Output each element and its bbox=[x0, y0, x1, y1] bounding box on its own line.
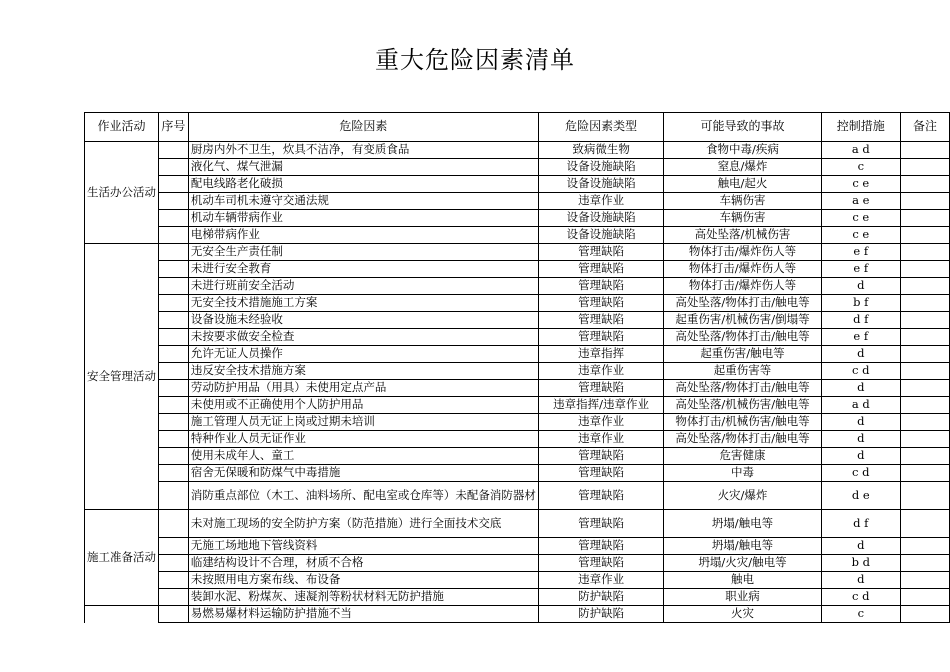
type-cell: 管理缺陷 bbox=[538, 244, 663, 261]
accident-cell: 车辆伤害 bbox=[664, 193, 821, 210]
seq-cell bbox=[159, 329, 189, 346]
remark-cell bbox=[900, 363, 949, 380]
remark-cell bbox=[900, 329, 949, 346]
type-cell: 管理缺陷 bbox=[538, 312, 663, 329]
accident-cell: 起重伤害/触电等 bbox=[664, 346, 821, 363]
seq-cell bbox=[159, 244, 189, 261]
type-cell: 防护缺陷 bbox=[538, 606, 663, 623]
seq-cell bbox=[159, 482, 189, 510]
seq-cell bbox=[159, 589, 189, 606]
remark-cell bbox=[900, 159, 949, 176]
activity-label: 施工准备活动 bbox=[87, 549, 156, 564]
header-control: 控制措施 bbox=[821, 113, 900, 142]
control-cell: e f bbox=[821, 261, 900, 278]
table-row bbox=[85, 142, 950, 159]
table-row bbox=[85, 482, 950, 510]
remark-cell bbox=[900, 397, 949, 414]
table-row bbox=[85, 414, 950, 431]
accident-cell: 高处坠落/物体打击/触电等 bbox=[664, 380, 821, 397]
remark-cell bbox=[900, 227, 949, 244]
table-row bbox=[85, 431, 950, 448]
table-row bbox=[85, 193, 950, 210]
table-row bbox=[85, 295, 950, 312]
control-cell: d bbox=[821, 448, 900, 465]
accident-cell: 高处坠落/物体打击/触电等 bbox=[664, 295, 821, 312]
type-cell: 管理缺陷 bbox=[538, 465, 663, 482]
accident-cell: 窒息/爆炸 bbox=[664, 159, 821, 176]
remark-cell bbox=[900, 193, 949, 210]
seq-cell bbox=[159, 278, 189, 295]
header-seq: 序号 bbox=[159, 113, 189, 142]
accident-cell: 物体打击/机械伤害/触电等 bbox=[664, 414, 821, 431]
table-row bbox=[85, 555, 950, 572]
control-cell: d f bbox=[821, 312, 900, 329]
type-cell: 管理缺陷 bbox=[538, 261, 663, 278]
accident-cell: 触电 bbox=[664, 572, 821, 589]
accident-cell: 危害健康 bbox=[664, 448, 821, 465]
activity-label: 安全管理活动 bbox=[87, 368, 156, 383]
hazard-cell: 违反安全技术措施方案 bbox=[188, 363, 538, 380]
remark-cell bbox=[900, 312, 949, 329]
header-remark: 备注 bbox=[900, 113, 949, 142]
table-row bbox=[85, 159, 950, 176]
table-header-row bbox=[85, 113, 950, 142]
type-cell: 防护缺陷 bbox=[538, 589, 663, 606]
hazard-cell: 液化气、煤气泄漏 bbox=[188, 159, 538, 176]
type-cell: 管理缺陷 bbox=[538, 538, 663, 555]
accident-cell: 坍塌/触电等 bbox=[664, 510, 821, 538]
accident-cell: 食物中毒/疾病 bbox=[664, 142, 821, 159]
control-cell: d bbox=[821, 572, 900, 589]
activity-cell bbox=[85, 142, 159, 244]
seq-cell bbox=[159, 414, 189, 431]
remark-cell bbox=[900, 380, 949, 397]
hazard-cell: 设备设施未经验收 bbox=[188, 312, 538, 329]
table-row bbox=[85, 510, 950, 538]
accident-cell: 坍塌/火灾/触电等 bbox=[664, 555, 821, 572]
table-row bbox=[85, 589, 950, 606]
seq-cell bbox=[159, 448, 189, 465]
control-cell: c bbox=[821, 159, 900, 176]
seq-cell bbox=[159, 193, 189, 210]
hazard-cell: 无安全技术措施施工方案 bbox=[188, 295, 538, 312]
type-cell: 设备设施缺陷 bbox=[538, 210, 663, 227]
control-cell: d bbox=[821, 414, 900, 431]
hazard-cell: 宿舍无保暖和防煤气中毒措施 bbox=[188, 465, 538, 482]
hazard-cell: 未进行安全教育 bbox=[188, 261, 538, 278]
hazard-cell: 未按照用电方案布线、布设备 bbox=[188, 572, 538, 589]
control-cell: d f bbox=[821, 510, 900, 538]
activity-cell bbox=[85, 510, 159, 606]
remark-cell bbox=[900, 572, 949, 589]
remark-cell bbox=[900, 346, 949, 363]
remark-cell bbox=[900, 538, 949, 555]
control-cell: c d bbox=[821, 465, 900, 482]
seq-cell bbox=[159, 210, 189, 227]
hazard-cell: 未按要求做安全检查 bbox=[188, 329, 538, 346]
control-cell: e f bbox=[821, 329, 900, 346]
remark-cell bbox=[900, 465, 949, 482]
remark-cell bbox=[900, 142, 949, 159]
accident-cell: 起重伤害/机械伤害/倒塌等 bbox=[664, 312, 821, 329]
type-cell: 设备设施缺陷 bbox=[538, 227, 663, 244]
accident-cell: 车辆伤害 bbox=[664, 210, 821, 227]
table-row bbox=[85, 329, 950, 346]
hazard-cell: 未对施工现场的安全防护方案（防范措施）进行全面技术交底 bbox=[188, 510, 538, 538]
activity-cell bbox=[85, 244, 159, 510]
seq-cell bbox=[159, 572, 189, 589]
seq-cell bbox=[159, 465, 189, 482]
header-hazard: 危险因素 bbox=[188, 113, 538, 142]
accident-cell: 高处坠落/物体打击/触电等 bbox=[664, 329, 821, 346]
control-cell: d bbox=[821, 380, 900, 397]
control-cell: e f bbox=[821, 244, 900, 261]
type-cell: 设备设施缺陷 bbox=[538, 159, 663, 176]
hazard-cell: 使用未成年人、童工 bbox=[188, 448, 538, 465]
seq-cell bbox=[159, 606, 189, 623]
remark-cell bbox=[900, 510, 949, 538]
control-cell: c e bbox=[821, 210, 900, 227]
control-cell: d e bbox=[821, 482, 900, 510]
hazard-cell: 电梯带病作业 bbox=[188, 227, 538, 244]
table-row bbox=[85, 261, 950, 278]
accident-cell: 职业病 bbox=[664, 589, 821, 606]
type-cell: 违章作业 bbox=[538, 431, 663, 448]
table-row bbox=[85, 606, 950, 623]
hazard-cell: 机动车司机未遵守交通法规 bbox=[188, 193, 538, 210]
remark-cell bbox=[900, 555, 949, 572]
type-cell: 设备设施缺陷 bbox=[538, 176, 663, 193]
control-cell: c e bbox=[821, 227, 900, 244]
seq-cell bbox=[159, 538, 189, 555]
remark-cell bbox=[900, 431, 949, 448]
type-cell: 管理缺陷 bbox=[538, 329, 663, 346]
seq-cell bbox=[159, 431, 189, 448]
hazard-cell: 临建结构设计不合理，材质不合格 bbox=[188, 555, 538, 572]
control-cell: a d bbox=[821, 142, 900, 159]
accident-cell: 高处坠落/物体打击/触电等 bbox=[664, 431, 821, 448]
table-row bbox=[85, 346, 950, 363]
type-cell: 违章作业 bbox=[538, 414, 663, 431]
header-activity: 作业活动 bbox=[85, 113, 159, 142]
header-type: 危险因素类型 bbox=[538, 113, 663, 142]
accident-cell: 中毒 bbox=[664, 465, 821, 482]
seq-cell bbox=[159, 397, 189, 414]
hazard-cell: 易燃易爆材料运输防护措施不当 bbox=[188, 606, 538, 623]
table-row bbox=[85, 380, 950, 397]
control-cell: a e bbox=[821, 193, 900, 210]
seq-cell bbox=[159, 295, 189, 312]
type-cell: 管理缺陷 bbox=[538, 448, 663, 465]
table-row bbox=[85, 448, 950, 465]
control-cell: d bbox=[821, 346, 900, 363]
type-cell: 致病微生物 bbox=[538, 142, 663, 159]
table-row bbox=[85, 244, 950, 261]
table-row bbox=[85, 538, 950, 555]
hazard-cell: 未使用或不正确使用个人防护用品 bbox=[188, 397, 538, 414]
accident-cell: 坍塌/触电等 bbox=[664, 538, 821, 555]
type-cell: 管理缺陷 bbox=[538, 482, 663, 510]
page-title: 重大危险因素清单 bbox=[375, 46, 575, 74]
hazard-cell: 无施工场地地下管线资料 bbox=[188, 538, 538, 555]
hazard-cell: 未进行班前安全活动 bbox=[188, 278, 538, 295]
hazard-cell: 特种作业人员无证作业 bbox=[188, 431, 538, 448]
remark-cell bbox=[900, 589, 949, 606]
table-row bbox=[85, 465, 950, 482]
remark-cell bbox=[900, 244, 949, 261]
type-cell: 管理缺陷 bbox=[538, 555, 663, 572]
table-row bbox=[85, 227, 950, 244]
type-cell: 管理缺陷 bbox=[538, 278, 663, 295]
table-row bbox=[85, 278, 950, 295]
seq-cell bbox=[159, 363, 189, 380]
type-cell: 管理缺陷 bbox=[538, 295, 663, 312]
seq-cell bbox=[159, 227, 189, 244]
type-cell: 违章作业 bbox=[538, 572, 663, 589]
seq-cell bbox=[159, 261, 189, 278]
accident-cell: 高处坠落/机械伤害/触电等 bbox=[664, 397, 821, 414]
seq-cell bbox=[159, 159, 189, 176]
remark-cell bbox=[900, 448, 949, 465]
hazard-cell: 配电线路老化破损 bbox=[188, 176, 538, 193]
seq-cell bbox=[159, 176, 189, 193]
type-cell: 违章指挥 bbox=[538, 346, 663, 363]
accident-cell: 物体打击/爆炸伤人等 bbox=[664, 244, 821, 261]
table-row bbox=[85, 363, 950, 380]
remark-cell bbox=[900, 278, 949, 295]
accident-cell: 起重伤害等 bbox=[664, 363, 821, 380]
seq-cell bbox=[159, 346, 189, 363]
seq-cell bbox=[159, 142, 189, 159]
control-cell: b f bbox=[821, 295, 900, 312]
seq-cell bbox=[159, 312, 189, 329]
accident-cell: 物体打击/爆炸伤人等 bbox=[664, 278, 821, 295]
remark-cell bbox=[900, 606, 949, 623]
control-cell: c d bbox=[821, 589, 900, 606]
type-cell: 管理缺陷 bbox=[538, 380, 663, 397]
seq-cell bbox=[159, 555, 189, 572]
control-cell: c d bbox=[821, 363, 900, 380]
remark-cell bbox=[900, 176, 949, 193]
type-cell: 违章作业 bbox=[538, 193, 663, 210]
remark-cell bbox=[900, 295, 949, 312]
control-cell: a d bbox=[821, 397, 900, 414]
table-row bbox=[85, 397, 950, 414]
hazard-cell: 消防重点部位（木工、油料场所、配电室或仓库等）未配备消防器材 bbox=[188, 482, 538, 510]
remark-cell bbox=[900, 261, 949, 278]
remark-cell bbox=[900, 414, 949, 431]
activity-label: 生活办公活动 bbox=[87, 184, 156, 199]
hazard-cell: 允许无证人员操作 bbox=[188, 346, 538, 363]
type-cell: 违章作业 bbox=[538, 363, 663, 380]
hazard-cell: 劳动防护用品（用具）未使用定点产品 bbox=[188, 380, 538, 397]
control-cell: b d bbox=[821, 555, 900, 572]
accident-cell: 触电/起火 bbox=[664, 176, 821, 193]
hazard-cell: 施工管理人员无证上岗或过期未培训 bbox=[188, 414, 538, 431]
seq-cell bbox=[159, 380, 189, 397]
control-cell: d bbox=[821, 538, 900, 555]
type-cell: 违章指挥/违章作业 bbox=[538, 397, 663, 414]
control-cell: c e bbox=[821, 176, 900, 193]
accident-cell: 高处坠落/机械伤害 bbox=[664, 227, 821, 244]
header-accident: 可能导致的事故 bbox=[664, 113, 821, 142]
remark-cell bbox=[900, 482, 949, 510]
hazard-cell: 厨房内外不卫生，炊具不洁净，有变质食品 bbox=[188, 142, 538, 159]
accident-cell: 物体打击/爆炸伤人等 bbox=[664, 261, 821, 278]
table-row bbox=[85, 312, 950, 329]
table-body bbox=[85, 142, 950, 623]
remark-cell bbox=[900, 210, 949, 227]
control-cell: d bbox=[821, 278, 900, 295]
activity-cell bbox=[85, 606, 159, 623]
table-row bbox=[85, 176, 950, 193]
control-cell: d bbox=[821, 431, 900, 448]
hazard-cell: 装卸水泥、粉煤灰、速凝剂等粉状材料无防护措施 bbox=[188, 589, 538, 606]
accident-cell: 火灾/爆炸 bbox=[664, 482, 821, 510]
accident-cell: 火灾 bbox=[664, 606, 821, 623]
hazard-cell: 无安全生产责任制 bbox=[188, 244, 538, 261]
hazard-cell: 机动车辆带病作业 bbox=[188, 210, 538, 227]
seq-cell bbox=[159, 510, 189, 538]
control-cell: c bbox=[821, 606, 900, 623]
hazard-table bbox=[84, 112, 950, 623]
type-cell: 管理缺陷 bbox=[538, 510, 663, 538]
table-row bbox=[85, 210, 950, 227]
table-row bbox=[85, 572, 950, 589]
